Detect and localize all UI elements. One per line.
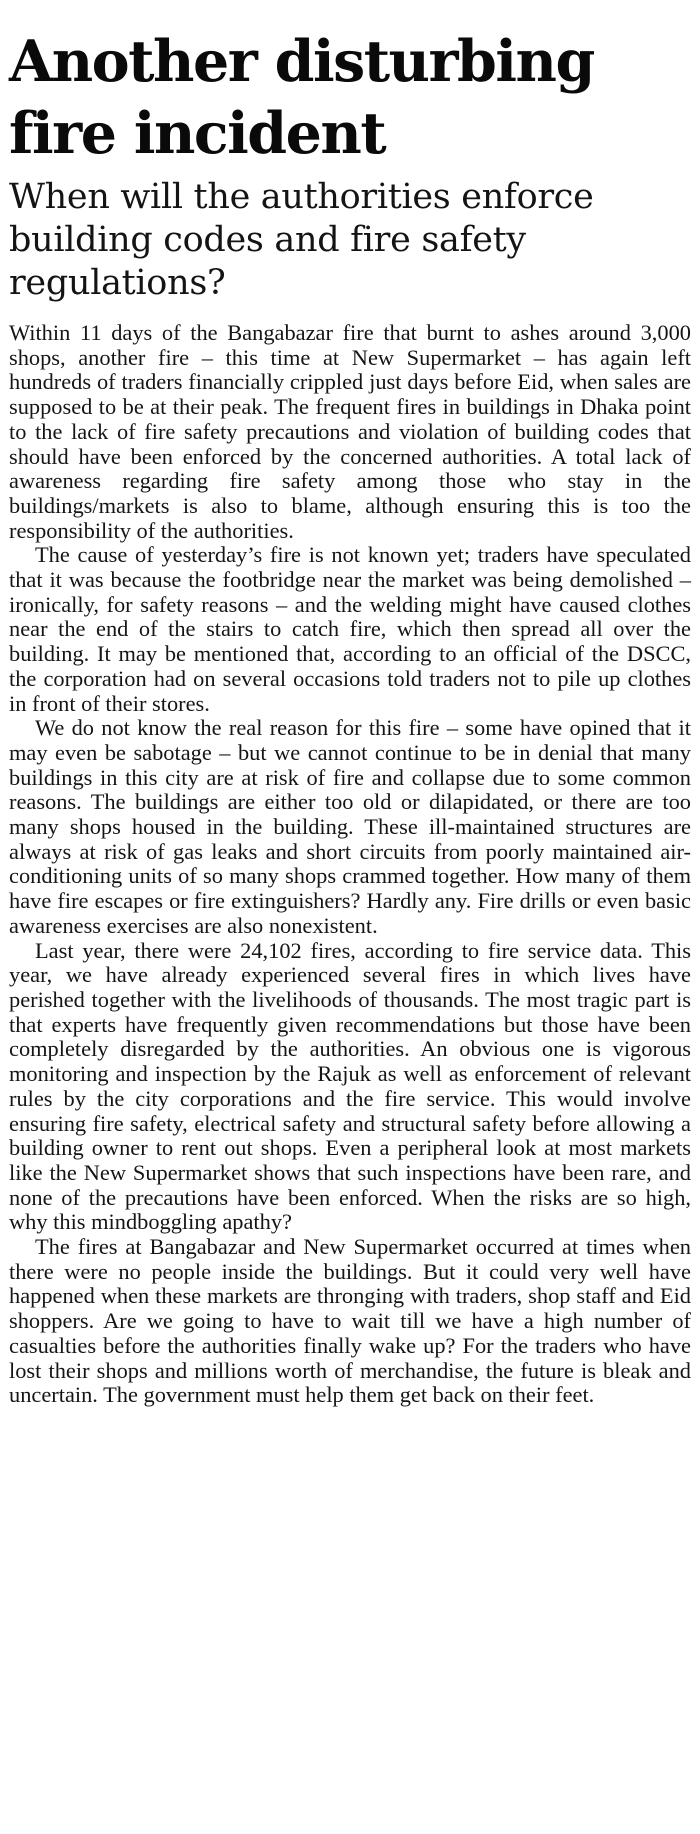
subheadline: When will the authorities enforce building codes and fire safety regulations? [9,177,594,303]
paragraph-4: Last year, there were 24,102 fires, according to fire service data. This year, we have already experienced several fires in which lives have perished together with the livelihoods of thousands. The most tragic part is that experts have frequently given recommendations but those have been completely disregarded by the authorities. An obvious one is vigorous monitoring and inspection by the Rajuk as well as enforcement of relevant rules by the city corporations and the fire service. This would involve ensuring fire safety, electrical safety and structural safety before allowing a building owner to rent out shops. Even a peripheral look at most markets like the New Supermarket shows that such inspections have been rare, and none of the precautions have been enforced. When the risks are so high, why this mindboggling apathy? [9,937,691,1235]
editorial-article [9,0,691,1408]
headline: Another disturbing fire incident [9,28,594,167]
paragraph-2: The cause of yesterday’s fire is not known yet; traders have speculated that it was because the footbridge near the market was being demolished – ironically, for safety reasons – and the welding might have caused clothes near the end of the stairs to catch fire, which then spread all over the building. It may be mentioned that, according to an official of the DSCC, the corporation had on several occasions told traders not to pile up clothes in front of their stores. [9,542,691,716]
article-body [9,321,691,1408]
paragraph-3: We do not know the real reason for this fire – some have opined that it may even be sabotage – but we cannot continue to be in denial that many buildings in this city are at risk of fire and collapse due to some common reasons. The buildings are either too old or dilapidated, or there are too many shops housed in the building. These ill-maintained structures are always at risk of gas leaks and short circuits from poorly maintained air-conditioning units of so many shops crammed together. How many of them have fire escapes or fire extinguishers? Hardly any. Fire drills or even basic awareness exercises are also nonexistent. [9,715,691,938]
paragraph-1: Within 11 days of the Bangabazar fire that burnt to ashes around 3,000 shops, another fire – this time at New Supermarket – has again left hundreds of traders financially crippled just days before Eid, when sales are supposed to be at their peak. The frequent fires in buildings in Dhaka point to the lack of fire safety precautions and violation of building codes that should have been enforced by the concerned authorities. A total lack of awareness regarding fire safety among those who stay in the buildings/markets is also to blame, although ensuring this is too the responsibility of the authorities. [9,320,691,543]
paragraph-5: The fires at Bangabazar and New Supermarket occurred at times when there were no people inside the buildings. But it could very well have happened when these markets are thronging with traders, shop staff and Eid shoppers. Are we going to have to wait till we have a high number of casualties before the authorities finally wake up? For the traders who have lost their shops and millions worth of merchandise, the future is bleak and uncertain. The government must help them get back on their feet. [9,1234,691,1408]
